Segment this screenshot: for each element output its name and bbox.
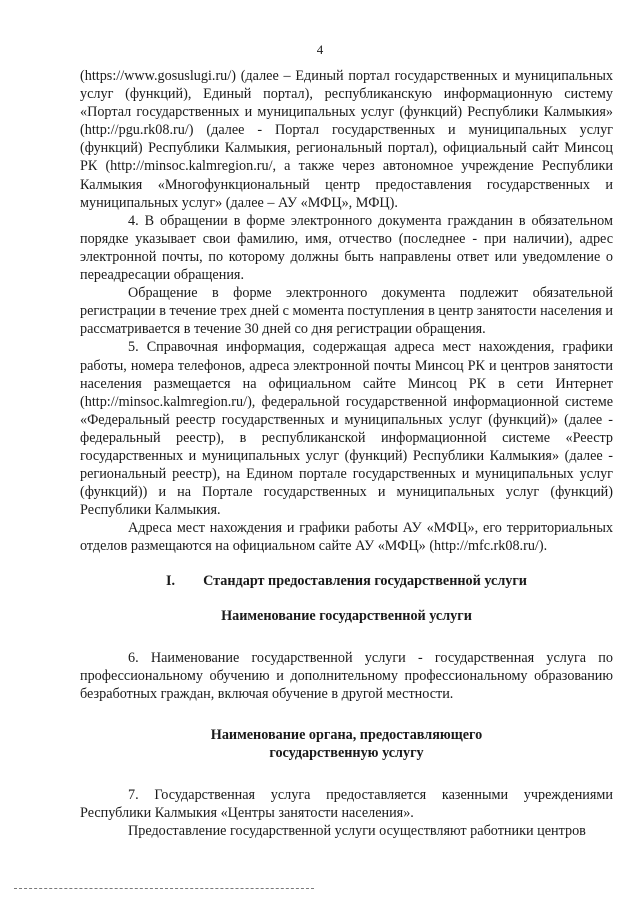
subsection-heading-service-name: Наименование государственной услуги <box>221 607 472 624</box>
paragraph-item-7: 7. Государственная услуга предоставляется казенными учреждениями Республики Калмыкия «Центры занятости населения». <box>80 787 613 822</box>
paragraph-portals: (https://www.gosuslugi.ru/) (далее – Единый портал государственных и муниципальных услуг (функций), Единый портал), республиканскую информационную систему «Портал государственных и муниципальных услуг (функций) Республики Калмыкия» (http://pgu.rk08.ru/) (далее - Портал государственных и муниципальных услуг (функций) Республики Калмыкия, региональный портал), официальный сайт Минсоц РК (http://minsoc.kalmregion.ru/, а также через автономное учреждение Республики Калмыкия «Многофункциональный центр предоставления государственных и муниципальных услуг» (далее – АУ «МФЦ», МФЦ). <box>80 68 613 211</box>
subsection-heading-line-2: государственную услугу <box>269 745 424 762</box>
paragraph-item-4: 4. В обращении в форме электронного документа гражданин в обязательном порядке указывает свои фамилию, имя, отчество (последнее - при наличии), адрес электронной почты, по которому должны быть направлены ответ или уведомление о переадресации обращения. <box>80 212 613 284</box>
document-body <box>80 67 613 840</box>
paragraph-registration: Обращение в форме электронного документа подлежит обязательной регистрации в течение трех дней с момента поступления в центр занятости населения и рассматривается в течение 30 дней со дня регистрации обращения. <box>80 285 613 338</box>
subsection-heading-authority <box>80 726 613 762</box>
section-heading <box>80 572 613 590</box>
section-title: Стандарт предоставления государственной услуги <box>203 572 527 589</box>
footer-divider <box>14 888 314 889</box>
paragraph-staff: Предоставление государственной услуги осуществляют работники центров <box>128 823 586 840</box>
paragraph-item-5: 5. Справочная информация, содержащая адреса мест нахождения, графики работы, номера телефонов, адреса электронной почты Минсоц РК и центров занятости населения размещается на официальном сайте Минсоц РК в сети Интернет (http://minsoc.kalmregion.ru/), федеральной государственной информационной системе «Федеральный реестр государственных и муниципальных услуг (функций)» (далее - федеральный реестр), в республиканской информационной системе «Реестр государственных и муниципальных услуг (функций) Республики Калмыкия» (далее - региональный реестр), на Едином портале государственных и муниципальных услуг (функций)) и на Портале государственных и муниципальных услуг (функций) Республики Калмыкия. <box>80 339 613 519</box>
paragraph-mfc-addresses: Адреса мест нахождения и графики работы АУ «МФЦ», его территориальных отделов размещаются на официальном сайте АУ «МФЦ» (http://mfc.rk08.ru/). <box>80 520 613 555</box>
paragraph-item-6: 6. Наименование государственной услуги - государственная услуга по профессиональному обучению и дополнительному профессиональному образованию безработных граждан, включая обучение в другой местности. <box>80 649 613 702</box>
subsection-heading-line-1: Наименование органа, предоставляющего <box>210 727 483 743</box>
page-number: 4 <box>316 42 324 57</box>
section-number: I. <box>166 572 176 589</box>
